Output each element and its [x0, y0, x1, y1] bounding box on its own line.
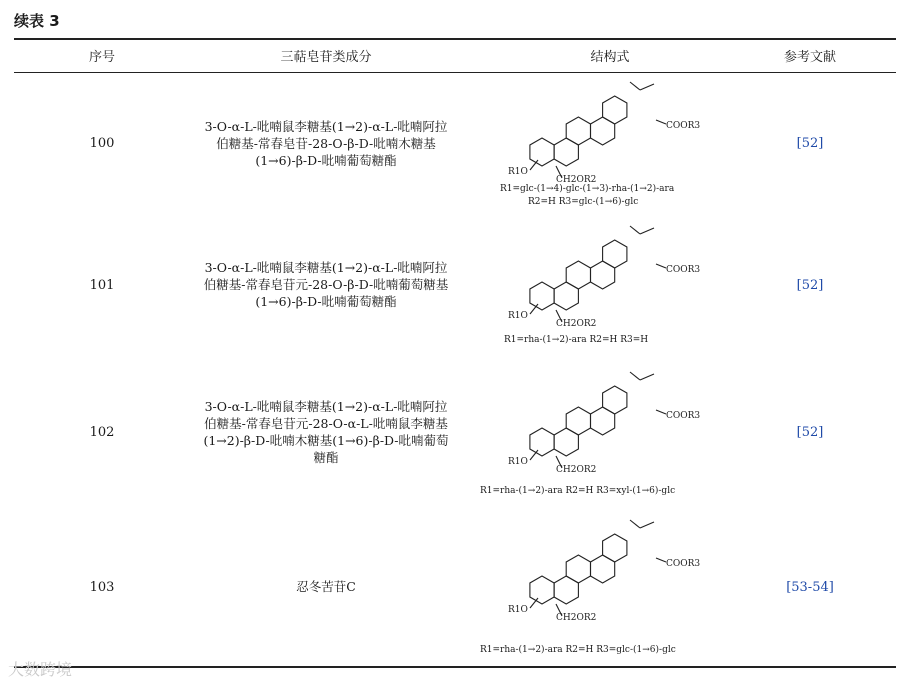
table-bottom-rule [14, 666, 896, 668]
ring-bond [591, 407, 615, 435]
substituent-bond [640, 522, 654, 528]
ring-bond [530, 282, 554, 310]
compound-name-line: 3-O-α-L-吡喃鼠李糖基(1→2)-α-L-吡喃阿拉 [204, 119, 448, 134]
ring-bond [530, 576, 554, 604]
compound-name-line: (1→6)-β-D-吡喃葡萄糖酯 [255, 294, 397, 309]
compound-name-line: 伯糖基-常春皂苷元-28-O-β-D-吡喃葡萄糖基 [203, 277, 449, 292]
substituent-bond [656, 410, 666, 414]
structure-label: COOR3 [666, 265, 701, 275]
structure-label: R1O [508, 311, 528, 321]
ring-bond [603, 534, 627, 562]
ring-bond [591, 261, 615, 289]
structure-label: COOR3 [666, 121, 701, 131]
structure-label: R1O [508, 457, 528, 467]
structure-label: CH2OR2 [556, 613, 597, 623]
reference-link[interactable]: [52] [796, 278, 824, 293]
ring-bond [530, 428, 554, 456]
reference-link[interactable]: [53-54] [786, 580, 834, 595]
header-structure: 结构式 [590, 50, 630, 65]
ring-bond [554, 428, 578, 456]
row-number: 102 [89, 425, 115, 440]
ring-bond [566, 555, 590, 583]
structure-label: CH2OR2 [556, 175, 597, 185]
compound-name [190, 118, 462, 169]
structure-label: CH2OR2 [556, 319, 597, 329]
compound-name-line: (1→2)-β-D-吡喃木糖基(1→6)-β-D-吡喃葡萄 [203, 433, 449, 448]
substituent-bond [630, 82, 640, 90]
substituent-bond [640, 374, 654, 380]
ring-bond [530, 138, 554, 166]
compound-name-line: 伯糖基-常春皂苷元-28-O-α-L-吡喃鼠李糖基 [204, 416, 448, 431]
structure-label: COOR3 [666, 411, 701, 421]
ring-bond [591, 555, 615, 583]
compound-name-line: (1→6)-β-D-吡喃葡萄糖酯 [255, 153, 397, 168]
compound-name-line: 伯糖基-常春皂苷-28-O-β-D-吡喃木糖基 [216, 136, 436, 151]
compound-name [190, 398, 462, 466]
ring-bond [603, 386, 627, 414]
structure-diagram [480, 364, 720, 496]
substituent-bond [656, 120, 666, 124]
ring-bond [566, 261, 590, 289]
structure-label: COOR3 [666, 559, 701, 569]
substituent-line: R1=glc-(1→4)-glc-(1→3)-rha-(1→2)-ara [500, 184, 675, 194]
substituent-line: R1=rha-(1→2)-ara R2=H R3=H [504, 335, 649, 345]
compound-name [190, 578, 462, 595]
compound-name-line: 3-O-α-L-吡喃鼠李糖基(1→2)-α-L-吡喃阿拉 [204, 260, 448, 275]
table-top-rule [14, 38, 896, 40]
ring-bond [554, 282, 578, 310]
ring-bond [591, 117, 615, 145]
header-ref: 参考文献 [783, 50, 836, 65]
substituent-bond [630, 372, 640, 380]
reference-link[interactable]: [52] [796, 425, 824, 440]
ring-bond [554, 138, 578, 166]
structure-label: R1O [508, 605, 528, 615]
substituent-line: R1=rha-(1→2)-ara R2=H R3=xyl-(1→6)-glc [480, 486, 676, 496]
structure-label: R1O [508, 167, 528, 177]
compound-name-line: 糖酯 [313, 450, 339, 465]
structure-diagram [490, 74, 720, 207]
compound-name-line: 3-O-α-L-吡喃鼠李糖基(1→2)-α-L-吡喃阿拉 [204, 399, 448, 414]
table-header-rule [14, 72, 896, 73]
row-number: 103 [89, 580, 115, 595]
structure-diagram [480, 512, 720, 655]
structure-diagram [490, 218, 720, 345]
watermark-logo: 大数跨境 [8, 660, 73, 679]
ring-bond [566, 407, 590, 435]
row-number: 100 [89, 136, 115, 151]
ring-bond [566, 117, 590, 145]
substituent-bond [630, 226, 640, 234]
substituent-bond [630, 520, 640, 528]
substituent-bond [656, 558, 666, 562]
substituent-bond [656, 264, 666, 268]
ring-bond [603, 240, 627, 268]
header-name: 三萜皂苷类成分 [280, 50, 372, 65]
compound-name [190, 259, 462, 310]
ring-bond [603, 96, 627, 124]
structure-label: CH2OR2 [556, 465, 597, 475]
header-no: 序号 [88, 50, 115, 65]
table-caption: 续表 3 [14, 12, 60, 30]
compound-name-line: 忍冬苦苷C [296, 579, 356, 594]
substituent-line: R2=H R3=glc-(1→6)-glc [528, 197, 639, 207]
ring-bond [554, 576, 578, 604]
reference-link[interactable]: [52] [796, 136, 824, 151]
row-number: 101 [89, 278, 115, 293]
substituent-bond [640, 84, 654, 90]
substituent-bond [640, 228, 654, 234]
substituent-line: R1=rha-(1→2)-ara R2=H R3=glc-(1→6)-glc [480, 645, 676, 655]
